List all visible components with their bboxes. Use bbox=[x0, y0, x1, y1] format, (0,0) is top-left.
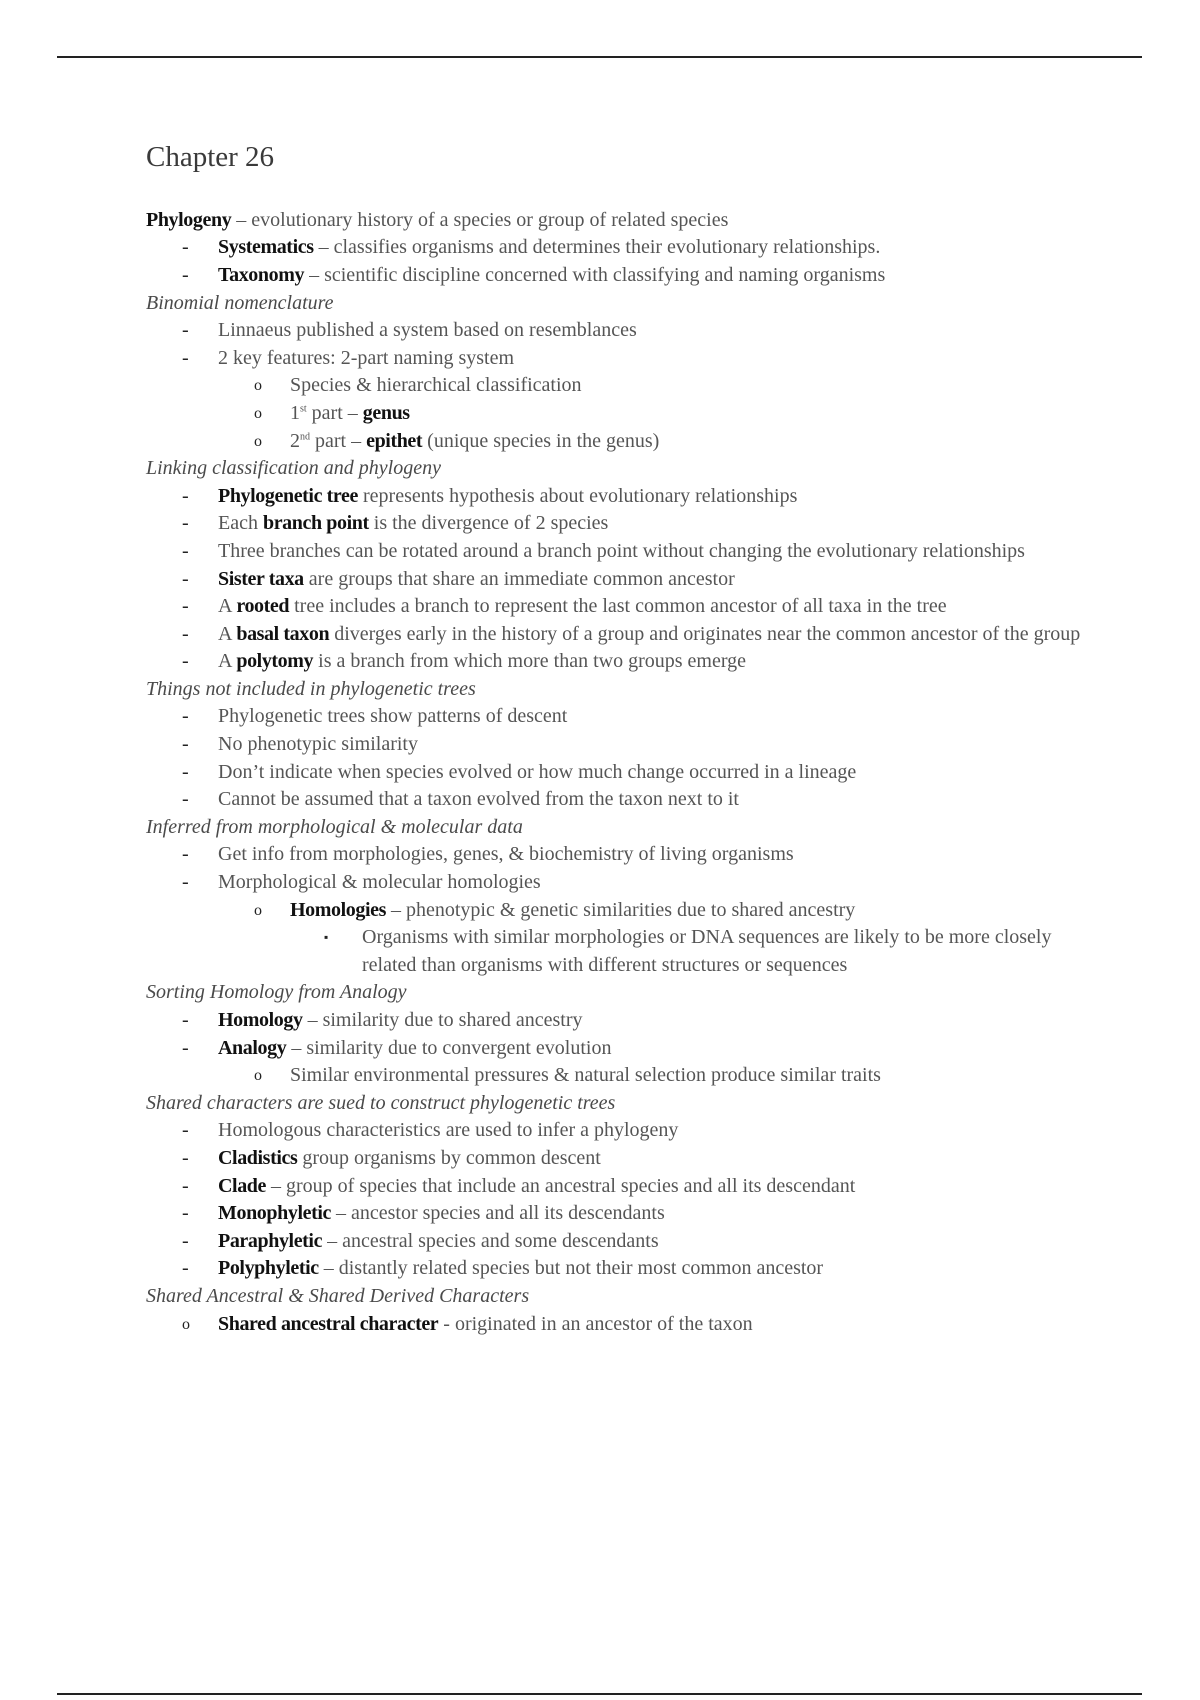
dash-bullet: - bbox=[182, 733, 189, 756]
dash-bullet: - bbox=[182, 788, 189, 811]
list-item bbox=[146, 648, 1086, 676]
document-page bbox=[146, 140, 1086, 1338]
item-text: part – bbox=[306, 401, 363, 424]
section-heading: Shared Ancestral & Shared Derived Characters bbox=[146, 1284, 530, 1307]
dash-bullet: - bbox=[182, 484, 189, 507]
list-item bbox=[146, 869, 1086, 897]
dash-bullet: - bbox=[182, 622, 189, 645]
circle-bullet: o bbox=[254, 377, 262, 395]
item-text: Three branches can be rotated around a branch point without changing the evolutionary relationships bbox=[218, 539, 1025, 562]
item-text: are groups that share an immediate common ancestor bbox=[303, 567, 735, 590]
square-bullet: ▪ bbox=[324, 930, 329, 945]
bottom-rule bbox=[57, 1693, 1142, 1695]
dash-bullet: - bbox=[182, 705, 189, 728]
list-item bbox=[146, 1255, 1086, 1283]
dash-bullet: - bbox=[182, 1174, 189, 1197]
item-text: Similar environmental pressures & natural selection produce similar traits bbox=[290, 1064, 881, 1087]
ordinal-suffix: nd bbox=[300, 430, 310, 442]
item-text: Species & hierarchical classification bbox=[290, 374, 582, 397]
item-text: Don’t indicate when species evolved or how much change occurred in a lineage bbox=[218, 760, 857, 783]
dash-bullet: - bbox=[182, 595, 189, 618]
item-text: part – bbox=[310, 429, 367, 452]
term: branch point bbox=[262, 512, 369, 535]
item-text: A bbox=[218, 595, 237, 618]
dash-bullet: - bbox=[182, 871, 189, 894]
list-item bbox=[146, 1007, 1086, 1035]
section-heading: Inferred from morphological & molecular data bbox=[146, 815, 523, 838]
term: Analogy bbox=[218, 1036, 287, 1059]
item-text: No phenotypic similarity bbox=[218, 733, 418, 756]
list-item bbox=[146, 1173, 1086, 1201]
list-item bbox=[146, 731, 1086, 759]
item-text: Morphological & molecular homologies bbox=[218, 871, 541, 894]
list-item bbox=[146, 1311, 1086, 1339]
list-item bbox=[146, 566, 1086, 594]
term: polytomy bbox=[236, 650, 314, 673]
list-item bbox=[146, 841, 1086, 869]
item-text: – ancestral species and some descendants bbox=[322, 1229, 659, 1252]
list-item bbox=[146, 759, 1086, 787]
list-item bbox=[146, 345, 1086, 373]
term: epithet bbox=[366, 429, 423, 452]
term: Shared ancestral character bbox=[218, 1312, 439, 1335]
section-heading: Shared characters are sued to construct phylogenetic trees bbox=[146, 1091, 616, 1114]
dash-bullet: - bbox=[182, 263, 189, 286]
dash-bullet: - bbox=[182, 319, 189, 342]
list-item bbox=[146, 1200, 1086, 1228]
item-text: Get info from morphologies, genes, & biochemistry of living organisms bbox=[218, 843, 794, 866]
item-text: – phenotypic & genetic similarities due to shared ancestry bbox=[386, 898, 856, 921]
term: Sister taxa bbox=[218, 567, 304, 590]
definition-text: – classifies organisms and determines their evolutionary relationships. bbox=[313, 236, 881, 259]
item-text: (unique species in the genus) bbox=[422, 429, 660, 452]
ordinal-suffix: st bbox=[300, 403, 307, 415]
ordinal-number: 2 bbox=[290, 429, 300, 452]
term: rooted bbox=[236, 595, 290, 618]
dash-bullet: - bbox=[182, 843, 189, 866]
item-text: diverges early in the history of a group and originates near the common ancestor of the group bbox=[329, 622, 1081, 645]
term: Homology bbox=[218, 1009, 303, 1032]
section-heading: Linking classification and phylogeny bbox=[146, 457, 441, 480]
dash-bullet: - bbox=[182, 1119, 189, 1142]
list-item bbox=[146, 1117, 1086, 1145]
list-item bbox=[146, 621, 1086, 649]
list-item bbox=[146, 262, 1086, 290]
item-text: tree includes a branch to represent the last common ancestor of all taxa in the tree bbox=[289, 595, 947, 618]
ordinal-number: 1 bbox=[290, 401, 300, 424]
item-text: is a branch from which more than two groups emerge bbox=[313, 650, 746, 673]
term: Cladistics bbox=[218, 1146, 298, 1169]
term: Clade bbox=[218, 1174, 267, 1197]
dash-bullet: - bbox=[182, 567, 189, 590]
term: basal taxon bbox=[236, 622, 330, 645]
dash-bullet: - bbox=[182, 512, 189, 535]
item-text: 2 key features: 2-part naming system bbox=[218, 346, 515, 369]
dash-bullet: - bbox=[182, 1202, 189, 1225]
item-text: Each bbox=[218, 512, 263, 535]
sub-list-item bbox=[146, 428, 1086, 456]
list-item bbox=[146, 786, 1086, 814]
item-text: – group of species that include an ancestral species and all its descendant bbox=[266, 1174, 856, 1197]
term: Phylogeny bbox=[146, 208, 232, 231]
term: Polyphyletic bbox=[218, 1257, 319, 1280]
item-text: A bbox=[218, 622, 237, 645]
list-item bbox=[146, 317, 1086, 345]
definition-phylogeny bbox=[146, 207, 1086, 235]
chapter-title: Chapter 26 bbox=[146, 141, 275, 173]
item-text: – similarity due to shared ancestry bbox=[302, 1009, 583, 1032]
dash-bullet: - bbox=[182, 650, 189, 673]
dash-bullet: - bbox=[182, 1009, 189, 1032]
dash-bullet: - bbox=[182, 1036, 189, 1059]
item-text: – ancestor species and all its descendants bbox=[330, 1202, 665, 1225]
item-text: Phylogenetic trees show patterns of descent bbox=[218, 705, 568, 728]
item-text: Homologous characteristics are used to infer a phylogeny bbox=[218, 1119, 679, 1142]
dash-bullet: - bbox=[182, 1146, 189, 1169]
term: Phylogenetic tree bbox=[218, 484, 358, 507]
list-item bbox=[146, 1145, 1086, 1173]
section-heading: Things not included in phylogenetic trees bbox=[146, 677, 476, 700]
circle-bullet: o bbox=[254, 1067, 262, 1085]
circle-bullet: o bbox=[254, 901, 262, 919]
circle-bullet: o bbox=[254, 404, 262, 422]
list-item bbox=[146, 234, 1086, 262]
list-item bbox=[146, 510, 1086, 538]
item-text: – similarity due to convergent evolution bbox=[286, 1036, 612, 1059]
term: Homologies bbox=[290, 898, 386, 921]
top-rule bbox=[57, 56, 1142, 58]
dash-bullet: - bbox=[182, 1229, 189, 1252]
term: Monophyletic bbox=[218, 1202, 331, 1225]
sub-list-item bbox=[146, 897, 1086, 925]
dash-bullet: - bbox=[182, 539, 189, 562]
item-text: - originated in an ancestor of the taxon bbox=[438, 1312, 753, 1335]
list-item bbox=[146, 1035, 1086, 1063]
dash-bullet: - bbox=[182, 1257, 189, 1280]
list-item bbox=[146, 538, 1086, 566]
list-item bbox=[146, 593, 1086, 621]
sub-list-item bbox=[146, 1062, 1086, 1090]
list-item bbox=[146, 483, 1086, 511]
item-text: group organisms by common descent bbox=[297, 1146, 601, 1169]
section-heading: Binomial nomenclature bbox=[146, 291, 334, 314]
term: Systematics bbox=[218, 236, 314, 259]
sub-sub-list-item bbox=[146, 924, 1086, 979]
item-text: Organisms with similar morphologies or DNA sequences are likely to be more closely related than organisms with different structures or sequences bbox=[362, 926, 1052, 976]
item-text: Linnaeus published a system based on resemblances bbox=[218, 319, 637, 342]
circle-bullet: o bbox=[254, 432, 262, 450]
item-text: – distantly related species but not their most common ancestor bbox=[318, 1257, 824, 1280]
sub-list-item bbox=[146, 400, 1086, 428]
list-item bbox=[146, 1228, 1086, 1256]
definition-text: – scientific discipline concerned with classifying and naming organisms bbox=[304, 263, 886, 286]
item-text: A bbox=[218, 650, 237, 673]
item-text: represents hypothesis about evolutionary relationships bbox=[358, 484, 798, 507]
circle-bullet: o bbox=[182, 1315, 190, 1333]
term: Paraphyletic bbox=[218, 1229, 323, 1252]
sub-list-item bbox=[146, 372, 1086, 400]
dash-bullet: - bbox=[182, 236, 189, 259]
dash-bullet: - bbox=[182, 760, 189, 783]
list-item bbox=[146, 703, 1086, 731]
term: genus bbox=[362, 401, 410, 424]
term: Taxonomy bbox=[218, 263, 305, 286]
definition-text: – evolutionary history of a species or group of related species bbox=[231, 208, 729, 231]
section-heading: Sorting Homology from Analogy bbox=[146, 981, 407, 1004]
dash-bullet: - bbox=[182, 346, 189, 369]
item-text: Cannot be assumed that a taxon evolved from the taxon next to it bbox=[218, 788, 739, 811]
item-text: is the divergence of 2 species bbox=[368, 512, 609, 535]
